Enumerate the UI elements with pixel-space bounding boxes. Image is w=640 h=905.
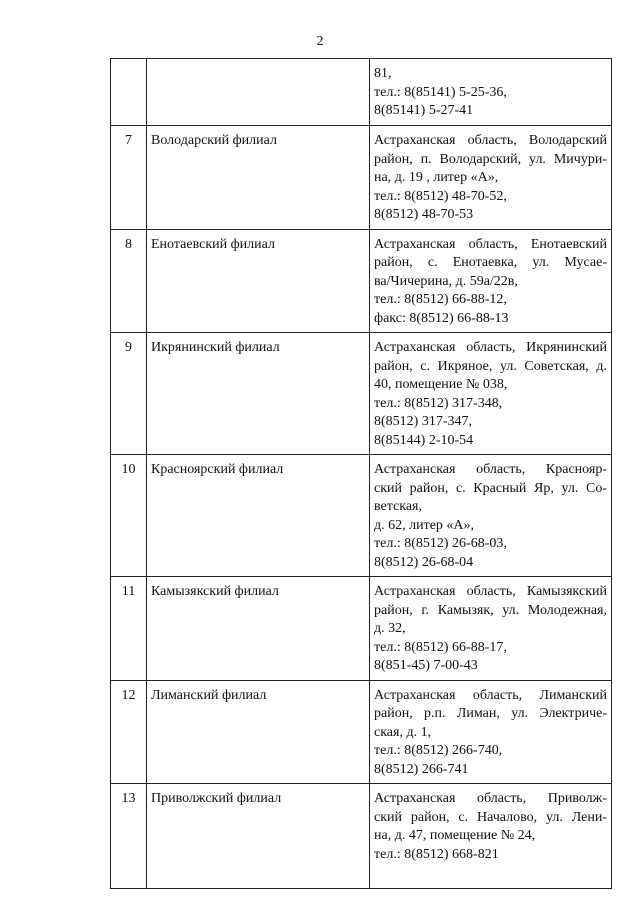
address-line: Астраханская область, Краснояр- (374, 462, 607, 477)
branch-name: Лиманский филиал (147, 680, 370, 784)
address-line: факс: 8(8512) 66-88-13 (374, 310, 509, 326)
row-number: 7 (111, 126, 147, 230)
address-line: д. 32, (374, 621, 406, 636)
branch-address (370, 577, 612, 681)
address-line: район, с. Икряное, ул. Советская, д. (374, 358, 607, 374)
address-line: 8(8512) 317-347, (374, 414, 472, 429)
address-line: ва/Чичерина, д. 59а/22в, (374, 273, 518, 289)
address-line: 8(85141) 5-27-41 (374, 103, 474, 118)
branch-name: Володарский филиал (147, 126, 370, 230)
address-line: Астраханская область, Енотаевский (374, 236, 607, 252)
branch-name: Красноярский филиал (147, 455, 370, 577)
table-row (111, 333, 612, 455)
table-row (111, 59, 612, 126)
address-line: Астраханская область, Приволж- (374, 791, 607, 806)
address-line: район, р.п. Лиман, ул. Электриче- (374, 706, 607, 721)
address-line: ский район, с. Красный Яр, ул. Со- (374, 480, 607, 496)
address-line: ский район, с. Началово, ул. Лени- (374, 809, 607, 825)
address-line: тел.: 8(85141) 5-25-36, (374, 84, 507, 100)
address-line: Астраханская область, Лиманский (374, 687, 607, 703)
branch-name (147, 59, 370, 126)
address-line: тел.: 8(8512) 668-821 (374, 846, 499, 862)
row-number: 9 (111, 333, 147, 455)
branch-address (370, 126, 612, 230)
table-row (111, 229, 612, 333)
address-line: 8(8512) 26-68-04 (374, 554, 474, 570)
branch-address (370, 455, 612, 577)
address-line: тел.: 8(8512) 48-70-52, (374, 188, 507, 204)
address-line: 8(8512) 266-741 (374, 761, 469, 777)
address-line: д. 62, литер «А», (374, 517, 475, 533)
table-row (111, 126, 612, 230)
row-number: 11 (111, 577, 147, 681)
branch-address (370, 229, 612, 333)
page-number: 2 (316, 34, 324, 49)
table-row (111, 455, 612, 577)
branch-address (370, 59, 612, 126)
address-line: район, с. Енотаевка, ул. Мусае- (374, 255, 607, 270)
address-line: на, д. 19 , литер «А», (374, 170, 499, 185)
branch-name: Камызякский филиал (147, 577, 370, 681)
address-line: тел.: 8(8512) 66-88-12, (374, 292, 507, 307)
row-number (111, 59, 147, 126)
branch-name: Икрянинский филиал (147, 333, 370, 455)
branch-address (370, 784, 612, 889)
address-line: 81, (374, 66, 392, 81)
branches-table (110, 58, 612, 889)
address-line: тел.: 8(8512) 317-348, (374, 395, 503, 411)
address-line: ветская, (374, 499, 422, 514)
branch-address (370, 333, 612, 455)
address-line: тел.: 8(8512) 26-68-03, (374, 536, 507, 551)
row-number: 8 (111, 229, 147, 333)
address-line: 8(851-45) 7-00-43 (374, 658, 478, 673)
address-line: 40, помещение № 038, (374, 377, 508, 392)
address-line: Астраханская область, Камызякский (374, 584, 607, 599)
address-line: 8(85144) 2-10-54 (374, 432, 474, 448)
address-line: тел.: 8(8512) 66-88-17, (374, 639, 507, 655)
address-line: район, г. Камызяк, ул. Молодежная, (374, 602, 607, 618)
address-line: на, д. 47, помещение № 24, (374, 828, 536, 843)
row-number: 12 (111, 680, 147, 784)
address-line: Астраханская область, Икрянинский (374, 340, 607, 355)
table-row (111, 577, 612, 681)
table-row (111, 784, 612, 889)
address-line: 8(8512) 48-70-53 (374, 207, 474, 222)
address-line: ская, д. 1, (374, 724, 432, 740)
table-row (111, 680, 612, 784)
row-number: 13 (111, 784, 147, 889)
address-line: район, п. Володарский, ул. Мичури- (374, 151, 607, 167)
row-number: 10 (111, 455, 147, 577)
address-line: Астраханская область, Володарский (374, 133, 607, 148)
branch-address (370, 680, 612, 784)
branch-name: Енотаевский филиал (147, 229, 370, 333)
address-line: тел.: 8(8512) 266-740, (374, 743, 503, 758)
branch-name: Приволжский филиал (147, 784, 370, 889)
